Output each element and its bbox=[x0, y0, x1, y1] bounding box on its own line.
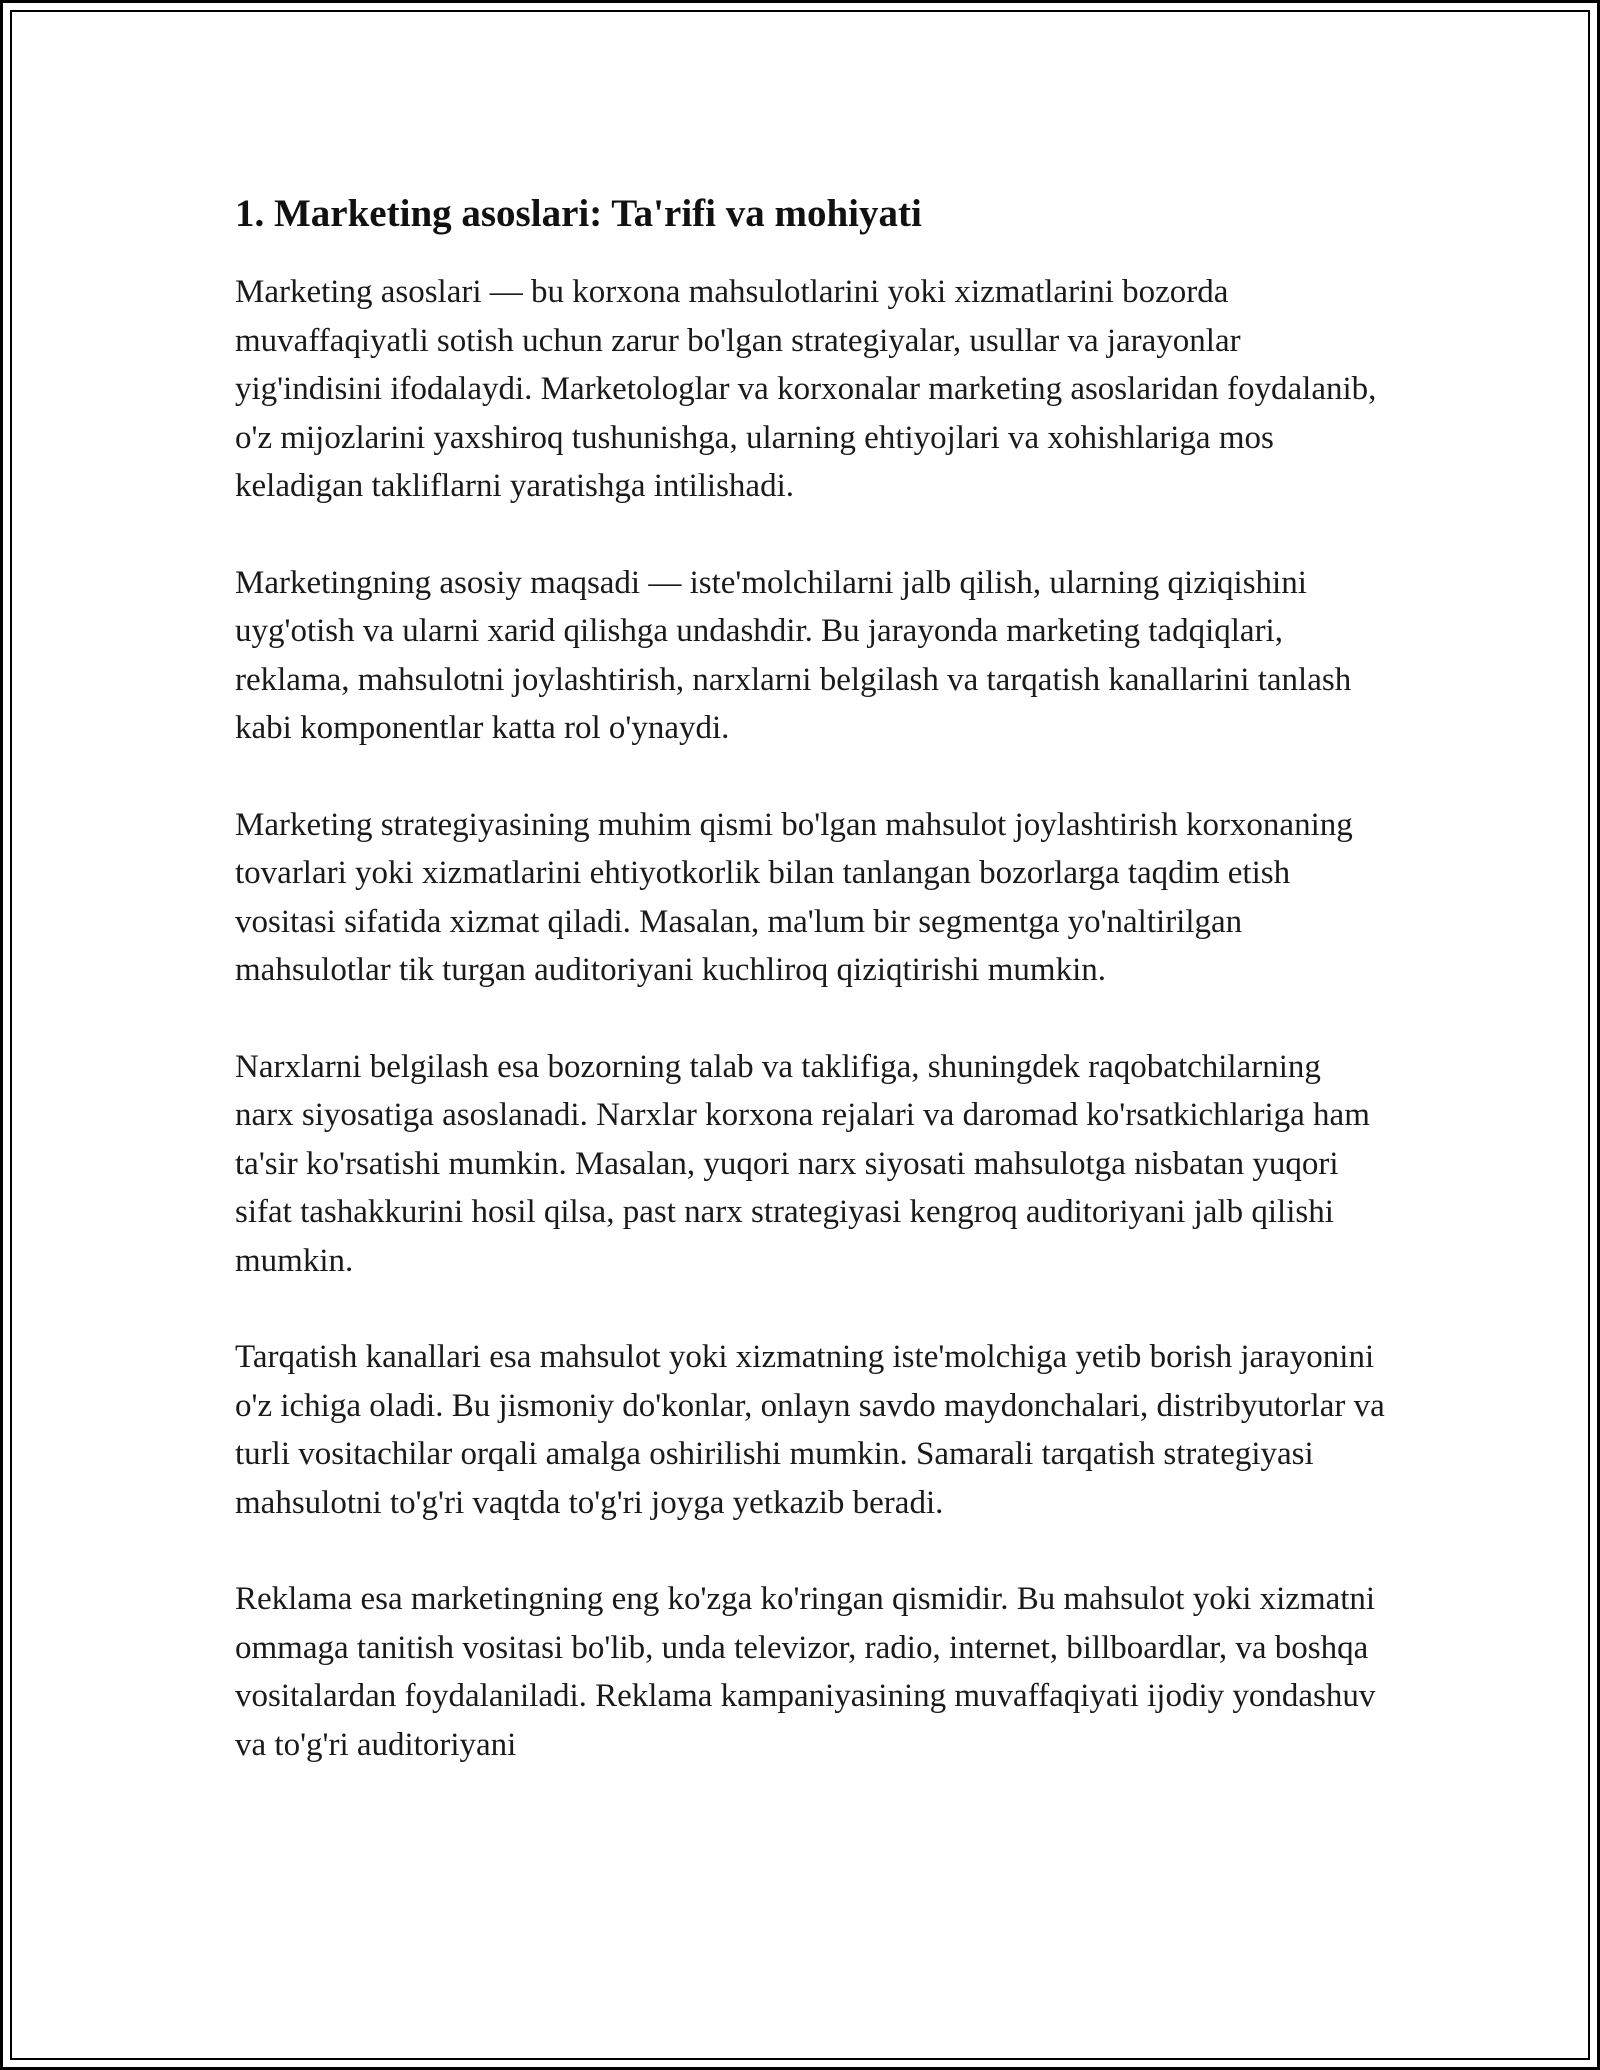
paragraph-advertising: Reklama esa marketingning eng ko'zga ko'ringan qismidir. Bu mahsulot yoki xizmatni ommaga tanitish vositasi bo'lib, unda televizor, radio, internet, billboardlar, va boshqa vositalardan foydalaniladi. Reklama kampaniyasining muvaffaqiyati ijodiy yondashuv va to'g'ri auditoriyani bbox=[235, 1581, 1376, 1763]
paragraph-pricing: Narxlarni belgilash esa bozorning talab va taklifiga, shuningdek raqobatchilarning narx siyosatiga asoslanadi. Narxlar korxona rejalari va daromad ko'rsatkichlariga ham ta'sir ko'rsatishi mumkin. Masalan, yuqori narx siyosati mahsulotga nisbatan yuqori sifat tashakkurini hosil qilsa, past narx strategiyasi kengroq auditoriyani jalb qilishi mumkin. bbox=[235, 1048, 1370, 1279]
paragraph-definition: Marketing asoslari — bu korxona mahsulotlarini yoki xizmatlarini bozorda muvaffaqiyatli sotish uchun zarur bo'lgan strategiyalar, usullar va jarayonlar yig'indisini ifodalaydi. Marketologlar va korxonalar marketing asoslaridan foydalanib, o'z mijozlarini yaxshiroq tushunishga, ularning ehtiyojlari va xohishlariga mos keladigan takliflarni yaratishga intilishadi. bbox=[235, 274, 1377, 504]
paragraph-main-goal: Marketingning asosiy maqsadi — iste'molchilarni jalb qilish, ularning qiziqishini uyg'otish va ularni xarid qilishga undashdir. Bu jarayonda marketing tadqiqlari, reklama, mahsulotni joylashtirish, narxlarni belgilash va tarqatish kanallarini tanlash kabi komponentlar katta rol o'ynaydi. bbox=[235, 564, 1352, 746]
paragraph-product-placement: Marketing strategiyasining muhim qismi bo'lgan mahsulot joylashtirish korxonaning tovarlari yoki xizmatlarini ehtiyotkorlik bilan tanlangan bozorlarga taqdim etish vositasi sifatida xizmat qiladi. Masalan, ma'lum bir segmentga yo'naltirilgan mahsulotlar tik turgan auditoriyani kuchliroq qiziqtirishi mumkin. bbox=[235, 806, 1353, 988]
section-heading: 1. Marketing asoslari: Ta'rifi va mohiyati bbox=[235, 192, 922, 235]
paragraph-distribution-channels: Tarqatish kanallari esa mahsulot yoki xizmatning iste'molchiga yetib borish jarayonini o'z ichiga oladi. Bu jismoniy do'konlar, onlayn savdo maydonchalari, distribyutorlar va turli vositachilar orqali amalga oshirilishi mumkin. Samarali tarqatish strategiyasi mahsulotni to'g'ri vaqtda to'g'ri joyga yetkazib beradi. bbox=[235, 1339, 1385, 1521]
document-body bbox=[235, 186, 1385, 1817]
